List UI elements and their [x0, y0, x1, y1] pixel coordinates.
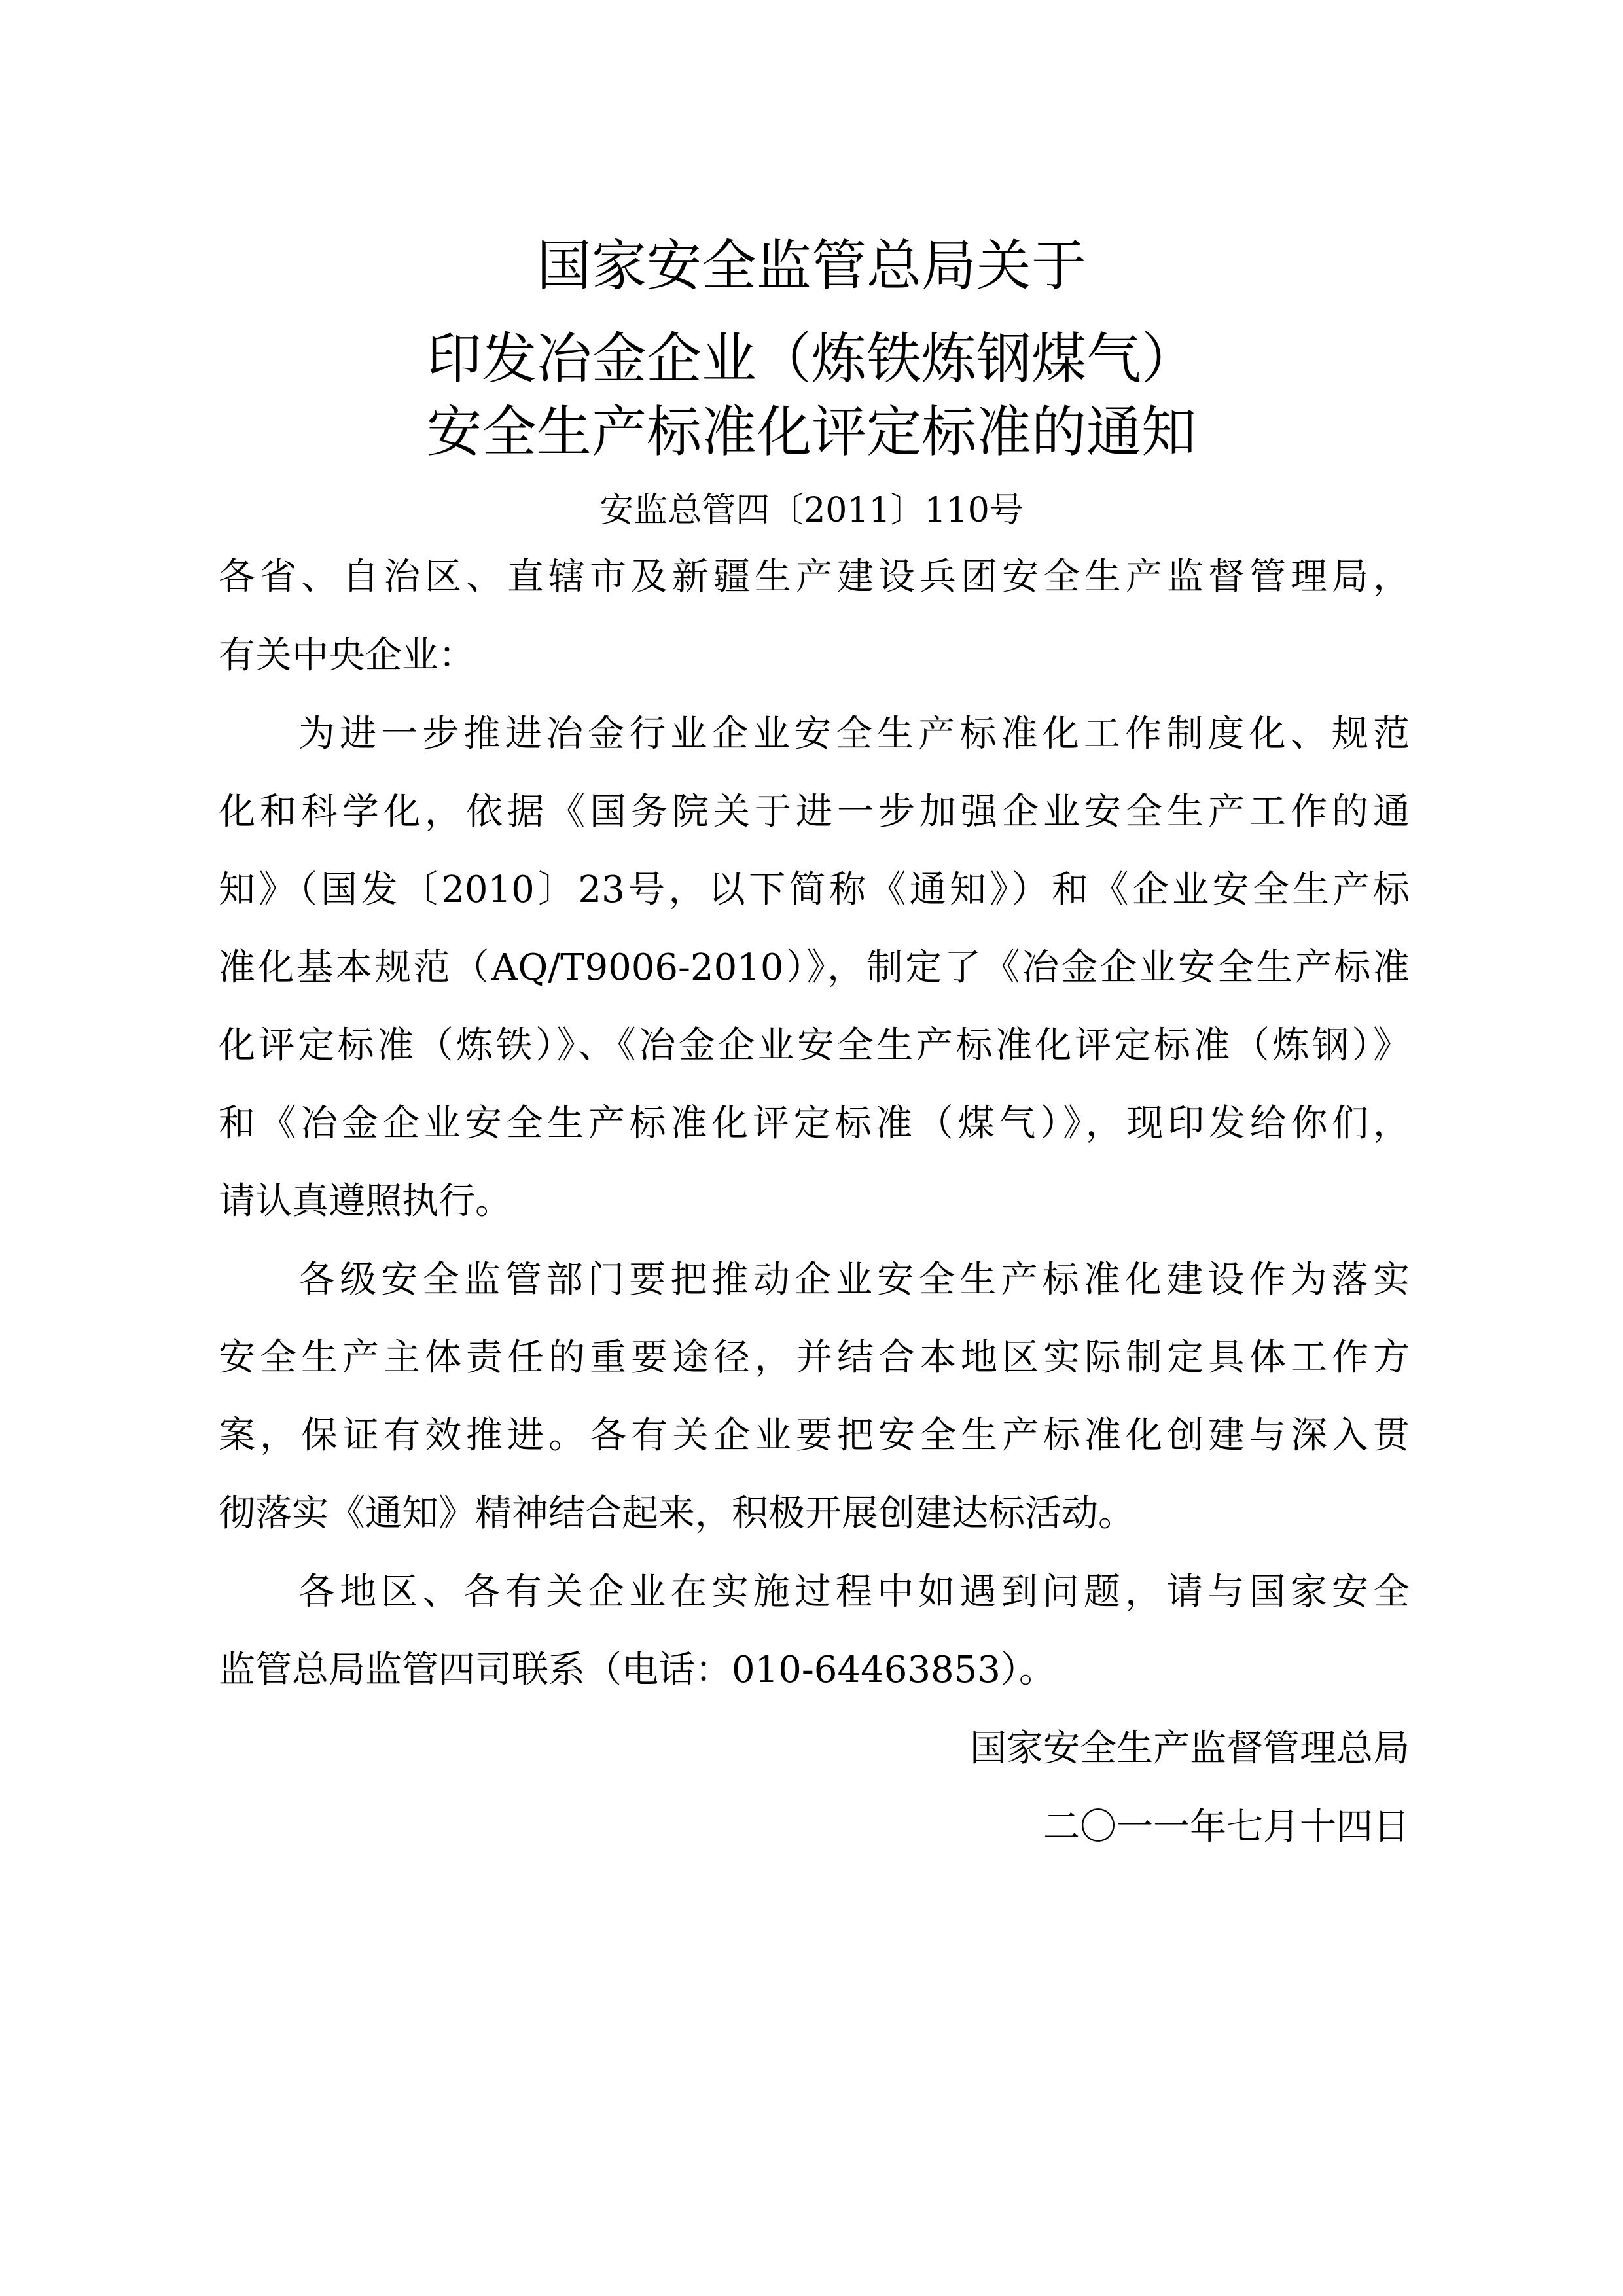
paragraph-line: 彻落实《通知》精神结合起来，积极开展创建达标活动。 [219, 1492, 1135, 1535]
document-title-line-2: 印发冶金企业（炼铁炼钢煤气） [426, 327, 1196, 391]
paragraph-line: 和《冶金企业安全生产标准化评定标准（煤气）》，现印发给你们， [219, 1102, 1410, 1145]
document-title-line-3: 安全生产标准化评定标准的通知 [426, 400, 1196, 464]
paragraph-line: 案，保证有效推进。各有关企业要把安全生产标准化创建与深入贯 [219, 1414, 1410, 1457]
paragraph-line: 化评定标准（炼铁）》、《冶金企业安全生产标准化评定标准（炼钢）》 [219, 1024, 1410, 1067]
document-number: 安监总管四〔2011〕110号 [599, 491, 1024, 530]
paragraph-line: 准化基本规范（AQ/T9006-2010）》，制定了《冶金企业安全生产标准 [219, 946, 1410, 989]
addressee-line-2: 有关中央企业： [219, 634, 475, 677]
paragraph-line: 请认真遵照执行。 [219, 1180, 512, 1223]
paragraph-line: 为进一步推进冶金行业企业安全生产标准化工作制度化、规范 [298, 713, 1410, 755]
paragraph-line: 知》（国发〔2010〕23号，以下简称《通知》）和《企业安全生产标 [219, 869, 1410, 911]
paragraph-line: 各级安全监管部门要把推动企业安全生产标准化建设作为落实 [298, 1259, 1410, 1301]
signature-date: 二〇一一年七月十四日 [1043, 1806, 1410, 1848]
signature-issuer: 国家安全生产监督管理总局 [970, 1727, 1410, 1770]
document-title-line-1: 国家安全监管总局关于 [536, 234, 1086, 298]
paragraph-line: 各地区、各有关企业在实施过程中如遇到问题，请与国家安全 [298, 1571, 1410, 1613]
addressee-line-1: 各省、自治区、直辖市及新疆生产建设兵团安全生产监督管理局， [219, 556, 1410, 598]
paragraph-line: 化和科学化，依据《国务院关于进一步加强企业安全生产工作的通 [219, 791, 1410, 833]
paragraph-line: 安全生产主体责任的重要途径，并结合本地区实际制定具体工作方 [219, 1336, 1410, 1379]
paragraph-line: 监管总局监管四司联系（电话：010-64463853）。 [219, 1649, 1056, 1691]
